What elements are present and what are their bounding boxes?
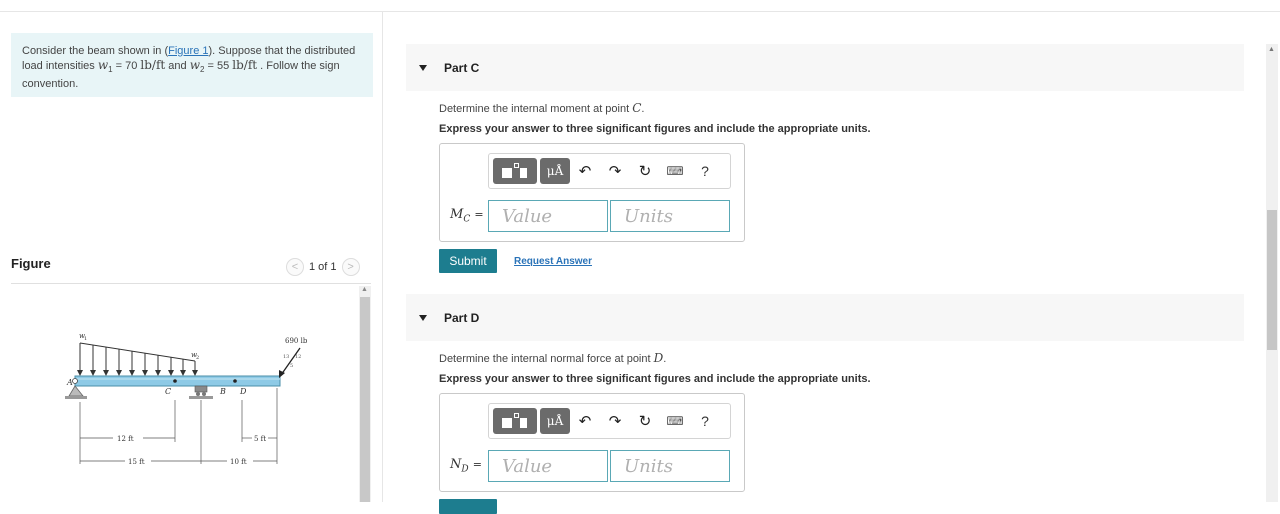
figure-pager xyxy=(286,258,360,276)
problem-text: Consider the beam shown in ( xyxy=(22,45,169,57)
undo-icon[interactable]: ↶ xyxy=(578,413,592,430)
ratio-12: 12 xyxy=(295,354,302,360)
question-text: Determine the internal moment at point xyxy=(439,103,633,115)
dim-12ft: 12 ft xyxy=(117,435,134,443)
ratio-13: 13 xyxy=(283,354,290,360)
label-d: D xyxy=(240,387,247,396)
answer-symbol: M xyxy=(450,207,464,223)
force-label: 690 lb xyxy=(285,337,308,345)
math-toolbar xyxy=(488,153,731,189)
units-symbol-button[interactable]: μÅ xyxy=(540,158,570,184)
label-c: C xyxy=(165,387,172,396)
w2-sub: 2 xyxy=(199,65,205,75)
part-c-question xyxy=(439,101,644,115)
point-c xyxy=(173,379,177,383)
w1-unit: lb/ft xyxy=(140,58,166,72)
collapse-triangle-icon[interactable] xyxy=(419,315,427,321)
scroll-up-icon[interactable]: ▲ xyxy=(1268,46,1275,53)
right-pane xyxy=(384,12,1280,502)
ground-a xyxy=(65,396,87,399)
part-c-answer-box xyxy=(439,143,745,242)
part-d-instruction: Express your answer to three significant figures and include the appropriate units. xyxy=(439,373,871,385)
part-d-answer-box xyxy=(439,393,745,492)
question-end: . xyxy=(663,353,667,365)
undo-icon[interactable]: ↶ xyxy=(578,163,592,180)
pager-text: 1 of 1 xyxy=(309,261,337,273)
left-pane xyxy=(0,12,383,502)
submit-button[interactable]: Submit xyxy=(439,249,497,273)
keyboard-icon[interactable]: ⌨ xyxy=(666,414,684,428)
scroll-up-icon[interactable]: ▲ xyxy=(361,286,368,293)
figure-link[interactable]: Figure 1 xyxy=(168,45,209,57)
load-line xyxy=(80,343,195,361)
question-text: Determine the internal normal force at point xyxy=(439,353,654,365)
dimension-lines xyxy=(80,388,277,464)
problem-text: . Follow the sign convention. xyxy=(22,60,340,91)
w1-label: w xyxy=(79,332,85,340)
w1-symbol: w xyxy=(97,58,109,72)
support-a xyxy=(69,386,83,396)
help-icon[interactable]: ? xyxy=(701,163,709,179)
label-a: A xyxy=(67,378,73,387)
part-c-instruction: Express your answer to three significant figures and include the appropriate units. xyxy=(439,123,871,135)
equals-sign: = xyxy=(474,208,484,222)
w2-unit: lb/ft xyxy=(232,58,258,72)
figure-scroll-thumb[interactable] xyxy=(360,297,370,502)
question-variable: C xyxy=(632,101,642,115)
figure-divider xyxy=(11,283,371,284)
part-d-answer-row xyxy=(450,450,732,482)
equals-sign: = xyxy=(472,458,482,472)
problem-text: and xyxy=(165,60,190,72)
reset-icon[interactable]: ↻ xyxy=(638,413,652,430)
load-arrowheads xyxy=(77,370,198,376)
answer-symbol: N xyxy=(450,457,462,473)
w1-value: = 70 xyxy=(112,60,141,72)
value-input[interactable]: Value xyxy=(488,450,608,482)
w1-sub-label: 1 xyxy=(84,336,88,342)
answer-label xyxy=(450,457,488,475)
beam-figure xyxy=(55,330,320,480)
part-d-title: Part D xyxy=(444,310,480,325)
part-d-header[interactable] xyxy=(406,294,1244,341)
keyboard-icon[interactable]: ⌨ xyxy=(666,164,684,178)
templates-button[interactable] xyxy=(493,158,537,184)
dim-5ft: 5 ft xyxy=(254,435,267,443)
figure-heading: Figure xyxy=(11,256,51,271)
w1-sub: 1 xyxy=(108,65,113,75)
figure-scrollbar[interactable] xyxy=(359,286,371,502)
point-d xyxy=(233,379,237,383)
templates-button[interactable] xyxy=(493,408,537,434)
dim-15ft: 15 ft xyxy=(128,458,145,466)
units-input[interactable]: Units xyxy=(610,200,730,232)
units-input[interactable]: Units xyxy=(610,450,730,482)
ground-b xyxy=(189,396,213,399)
part-d-question xyxy=(439,351,666,365)
question-end: . xyxy=(641,103,645,115)
answer-subscript: C xyxy=(463,214,471,225)
next-figure-button[interactable]: > xyxy=(342,258,360,276)
redo-icon[interactable]: ↷ xyxy=(608,163,622,180)
w2-label: w xyxy=(191,351,197,359)
answer-subscript: D xyxy=(461,464,469,475)
ratio-5: 5 xyxy=(290,363,294,369)
reset-icon[interactable]: ↻ xyxy=(638,163,652,180)
question-variable: D xyxy=(653,351,664,365)
page-scroll-thumb[interactable] xyxy=(1267,210,1277,350)
top-bar xyxy=(0,0,1280,12)
collapse-triangle-icon[interactable] xyxy=(419,65,427,71)
units-symbol-button[interactable]: μÅ xyxy=(540,408,570,434)
help-icon[interactable]: ? xyxy=(701,413,709,429)
answer-label xyxy=(450,207,488,225)
part-c-title: Part C xyxy=(444,60,480,75)
problem-text: ). Suppose that the distributed load intensities xyxy=(22,45,356,72)
redo-icon[interactable]: ↷ xyxy=(608,413,622,430)
submit-button-partial[interactable] xyxy=(439,499,497,514)
prev-figure-button[interactable]: < xyxy=(286,258,304,276)
value-input[interactable]: Value xyxy=(488,200,608,232)
problem-statement xyxy=(11,33,373,97)
dim-10ft: 10 ft xyxy=(230,458,247,466)
page-scrollbar[interactable] xyxy=(1266,44,1278,502)
force-arrow xyxy=(281,348,300,375)
request-answer-link[interactable]: Request Answer xyxy=(514,256,592,267)
w2-symbol: w xyxy=(189,58,200,72)
math-toolbar xyxy=(488,403,731,439)
support-b xyxy=(195,386,207,392)
w2-value: = 55 xyxy=(204,60,233,72)
label-b: B xyxy=(220,387,226,396)
part-c-header[interactable] xyxy=(406,44,1244,91)
w2-sub-label: 2 xyxy=(196,355,200,361)
part-c-answer-row xyxy=(450,200,732,232)
beam xyxy=(75,376,280,386)
